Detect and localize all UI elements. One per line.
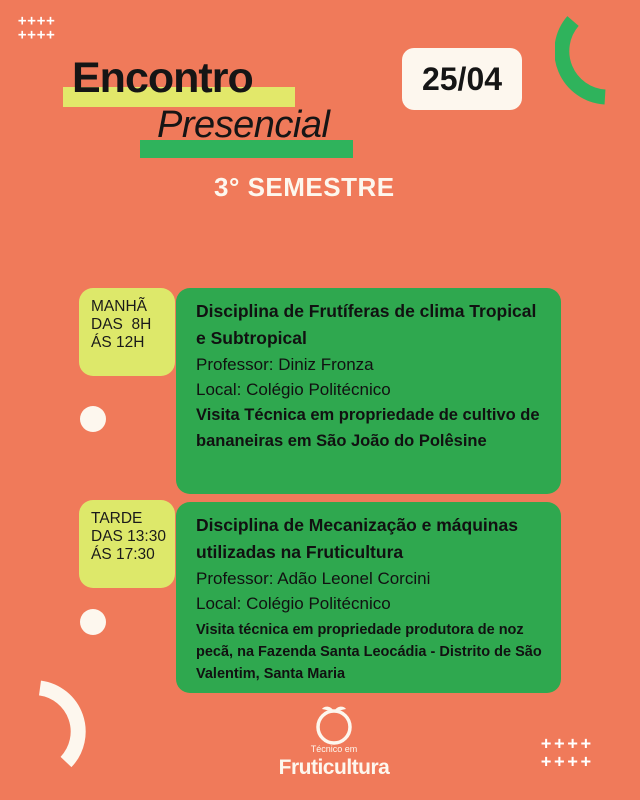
- session-start: DAS 8H: [91, 316, 152, 333]
- session-location: Local: Colégio Politécnico: [196, 594, 391, 613]
- logo-subtitle: Técnico em: [310, 744, 358, 754]
- bullet-dot: [80, 406, 106, 432]
- session-card-afternoon: [176, 502, 561, 693]
- plus-pattern-top-left: ++++ ++++: [18, 13, 56, 43]
- bullet-dot: [80, 609, 106, 635]
- session-time-afternoon: [79, 500, 175, 588]
- session-period: MANHÃ: [91, 298, 147, 315]
- fruit-logo-icon: [312, 702, 356, 746]
- session-card-morning: [176, 288, 561, 494]
- session-time-morning: [79, 288, 175, 376]
- date-badge: [402, 48, 522, 110]
- title-encontro: Encontro: [72, 54, 253, 102]
- cream-arc-icon: [34, 680, 94, 768]
- session-visit: Visita Técnica em propriedade de cultivo de bananeiras em São João do Polêsine: [196, 406, 540, 450]
- session-professor: Professor: Adão Leonel Corcini: [196, 569, 431, 588]
- logo-title: Fruticultura: [278, 756, 390, 779]
- green-arc-icon: [555, 15, 615, 107]
- session-start: DAS 13:30: [91, 528, 166, 545]
- brand-logo: [268, 700, 400, 790]
- session-professor: Professor: Diniz Fronza: [196, 355, 374, 374]
- session-location: Local: Colégio Politécnico: [196, 380, 391, 399]
- date-text: 25/04: [421, 60, 503, 97]
- session-visit: Visita técnica em propriedade produtora de noz pecã, na Fazenda Santa Leocádia - Distrito de São Valentim, Santa Maria: [196, 622, 542, 682]
- semester-label: 3° SEMESTRE: [214, 172, 395, 202]
- session-period: TARDE: [91, 510, 143, 527]
- session-subject: Disciplina de Mecanização e máquinas utilizadas na Fruticultura: [196, 515, 518, 562]
- session-subject: Disciplina de Frutíferas de clima Tropical e Subtropical: [196, 301, 537, 348]
- title-presencial: Presencial: [157, 104, 330, 146]
- session-end: ÁS 12H: [91, 334, 145, 351]
- session-end: ÁS 17:30: [91, 546, 155, 563]
- plus-pattern-bottom-right: ++++ ++++: [541, 734, 594, 772]
